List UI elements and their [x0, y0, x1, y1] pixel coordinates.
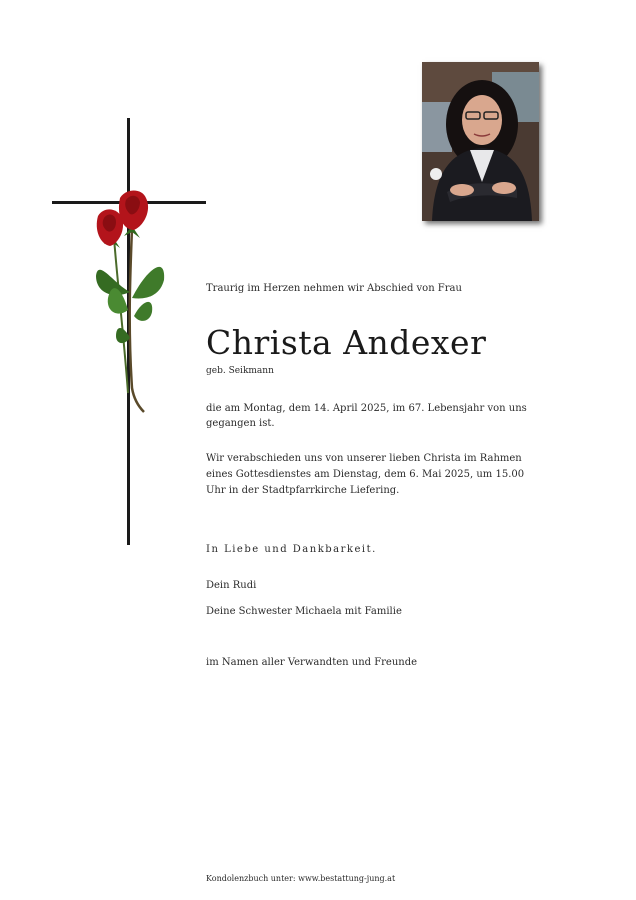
relatives-line: im Namen aller Verwandten und Freunde: [206, 657, 418, 668]
condolence-footer: Kondolenzbuch unter: www.bestattung-jung.at: [206, 874, 396, 883]
signature-line: Deine Schwester Michaela mit Familie: [206, 606, 402, 617]
rose-icon: [84, 188, 174, 414]
portrait-photo: [422, 62, 539, 221]
deceased-name: Christa Andexer: [206, 323, 487, 362]
service-paragraph: Wir verabschieden uns von unserer lieben Christa im Rahmen eines Gottesdienstes am Dienstag, dem 6. Mai 2025, um 15.00 Uhr in der Stadtpfarrkirche Liefering.: [206, 453, 525, 496]
death-notice-paragraph: die am Montag, dem 14. April 2025, im 67. Lebensjahr von uns gegangen ist.: [206, 403, 527, 429]
closing-line: In Liebe und Dankbarkeit.: [206, 544, 377, 555]
signature-line: Dein Rudi: [206, 580, 257, 591]
intro-text: Traurig im Herzen nehmen wir Abschied von Frau: [206, 283, 462, 294]
birth-name: geb. Seikmann: [206, 366, 274, 376]
